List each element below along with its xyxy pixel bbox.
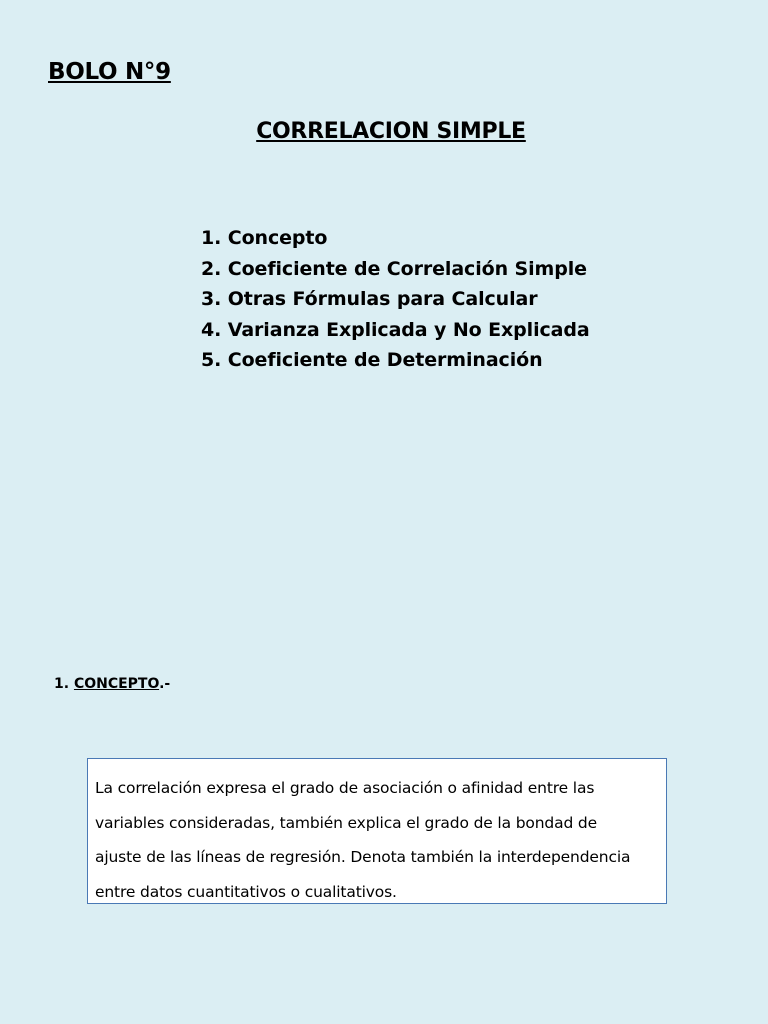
section-heading-concepto	[54, 676, 170, 692]
concept-definition-box	[87, 758, 667, 904]
section-heading-text: CONCEPTO	[73, 676, 160, 692]
document-title: CORRELACION SIMPLE	[256, 119, 526, 144]
concept-line-4: entre datos cuantitativos o cualitativos.	[95, 882, 397, 901]
section-number: 1.	[54, 676, 74, 692]
concept-line-2: variables consideradas, también explica el grado de la bondad de	[95, 813, 597, 832]
toc-item-varianza: 4. Varianza Explicada y No Explicada	[201, 318, 590, 341]
concept-line-1: La correlación expresa el grado de asociación o afinidad entre las	[95, 779, 595, 797]
toc-item-coeficiente-determinacion: 5. Coeficiente de Determinación	[201, 349, 543, 371]
table-of-contents	[201, 223, 590, 376]
concept-line-3: ajuste de las líneas de regresión. Denota también la interdependencia	[95, 848, 631, 866]
toc-item-concepto: 1. Concepto	[201, 227, 328, 249]
toc-item-otras-formulas: 3. Otras Fórmulas para Calcular	[201, 288, 538, 310]
document-label: BOLO N°9	[48, 59, 171, 85]
section-heading-suffix: .-	[159, 676, 171, 692]
toc-item-coeficiente-correlacion: 2. Coeficiente de Correlación Simple	[201, 257, 587, 280]
